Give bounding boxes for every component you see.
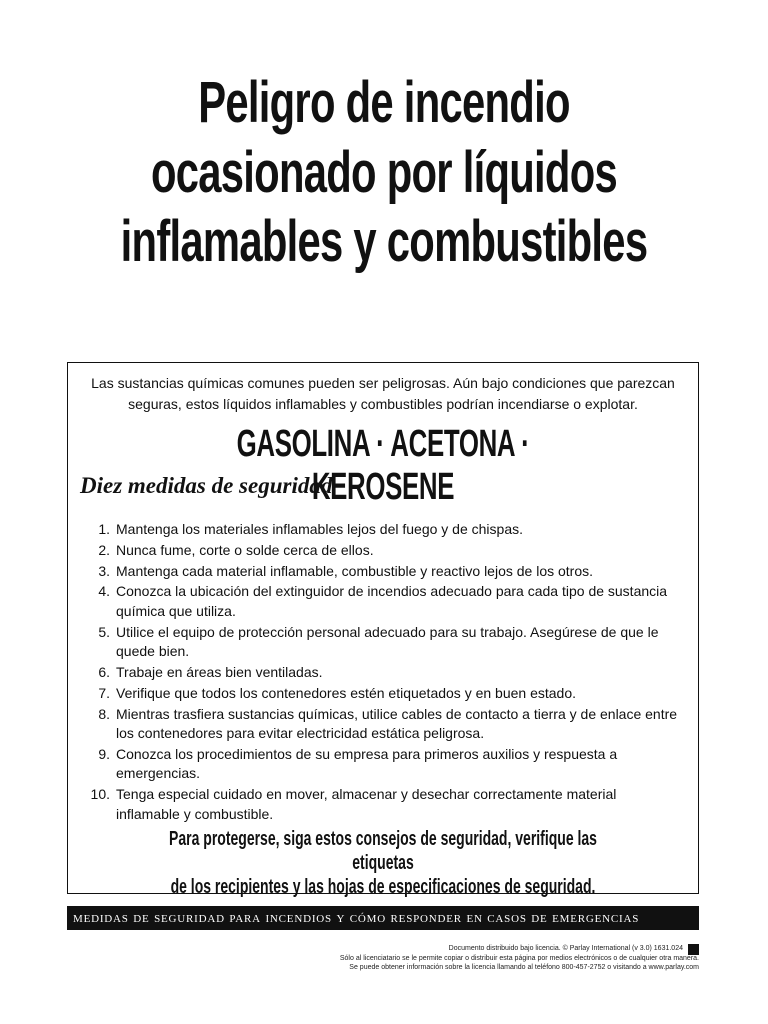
step-number: 2. bbox=[98, 541, 110, 558]
step-number: 9. bbox=[98, 745, 110, 762]
safety-steps-list bbox=[80, 520, 684, 825]
step-number: 7. bbox=[98, 684, 110, 701]
section-banner bbox=[67, 906, 699, 930]
list-item bbox=[80, 582, 684, 621]
step-text: Mantenga cada material inflamable, combustible y reactivo lejos de los otros. bbox=[116, 562, 594, 579]
title-line-2: ocasionado por líquidos bbox=[150, 139, 618, 205]
step-text: Nunca fume, corte o solde cerca de ellos. bbox=[116, 541, 374, 558]
footer-line-3: Se puede obtener información sobre la licencia llamando al teléfono 800-457-2752 o visitando a www.parlay.com bbox=[349, 964, 699, 971]
closing-line-2: de los recipientes y las hojas de especificaciones de seguridad. bbox=[170, 876, 596, 898]
safety-measures-heading: Diez medidas de seguridad bbox=[80, 473, 333, 498]
page-title bbox=[0, 68, 768, 277]
step-text: Conozca la ubicación del extinguidor de incendios adecuado para cada tipo de sustancia química que utiliza. bbox=[116, 583, 668, 619]
step-number: 5. bbox=[98, 623, 110, 640]
closing-line-1: Para protegerse, siga estos consejos de seguridad, verifique las etiquetas bbox=[169, 828, 597, 874]
step-number: 3. bbox=[98, 562, 110, 579]
step-text: Tenga especial cuidado en mover, almacenar y desechar correctamente material inflamable y combustible. bbox=[116, 786, 617, 822]
step-number: 8. bbox=[98, 705, 110, 722]
step-text: Mientras trasfiera sustancias químicas, utilice cables de contacto a tierra y de enlace entre los contenedores para evitar electricidad estática peligrosa. bbox=[116, 705, 678, 742]
list-item bbox=[80, 562, 684, 582]
banner-text: medidas de seguridad para incendios y cómo responder en casos de emergencias bbox=[73, 910, 640, 926]
list-item bbox=[80, 520, 684, 540]
list-item bbox=[80, 623, 684, 662]
step-number: 4. bbox=[98, 583, 110, 600]
closing-statement bbox=[68, 827, 698, 899]
step-number: 10. bbox=[90, 786, 110, 803]
list-item bbox=[80, 745, 684, 784]
step-text: Conozca los procedimientos de su empresa para primeros auxilios y respuesta a emergencias. bbox=[116, 745, 618, 782]
list-item bbox=[80, 541, 684, 561]
publisher-logo-icon bbox=[688, 944, 699, 955]
list-item bbox=[80, 684, 684, 704]
list-item bbox=[80, 705, 684, 744]
step-number: 1. bbox=[98, 521, 110, 537]
title-line-3: inflamables y combustibles bbox=[120, 209, 648, 275]
list-item bbox=[80, 785, 684, 824]
intro-paragraph: Las sustancias químicas comunes pueden ser peligrosas. Aún bajo condiciones que parezcan seguras, estos líquidos inflamables y combustibles podrían incendiarse o explotar. bbox=[91, 375, 675, 412]
footer-line-1: Documento distribuido bajo licencia. © Parlay International (v 3.0) 1631.024 bbox=[448, 945, 683, 952]
step-number: 6. bbox=[98, 663, 110, 680]
list-item bbox=[80, 663, 684, 683]
substances-text: GASOLINA · ACETONA · KEROSENE bbox=[236, 423, 530, 508]
content-box bbox=[67, 362, 699, 898]
step-text: Mantenga los materiales inflamables lejos del fuego y de chispas. bbox=[116, 521, 524, 537]
step-text: Trabaje en áreas bien ventiladas. bbox=[116, 663, 323, 680]
license-footer bbox=[279, 944, 699, 973]
title-line-1: Peligro de incendio bbox=[198, 70, 570, 135]
step-text: Verifique que todos los contenedores estén etiquetados y en buen estado. bbox=[116, 684, 577, 701]
step-text: Utilice el equipo de protección personal adecuado para su trabajo. Asegúrese de que le quede bien. bbox=[116, 623, 659, 660]
footer-line-2: Sólo al licenciatario se le permite copiar o distribuir esta página por medios electrónicos o de cualquier otra manera. bbox=[339, 954, 699, 962]
